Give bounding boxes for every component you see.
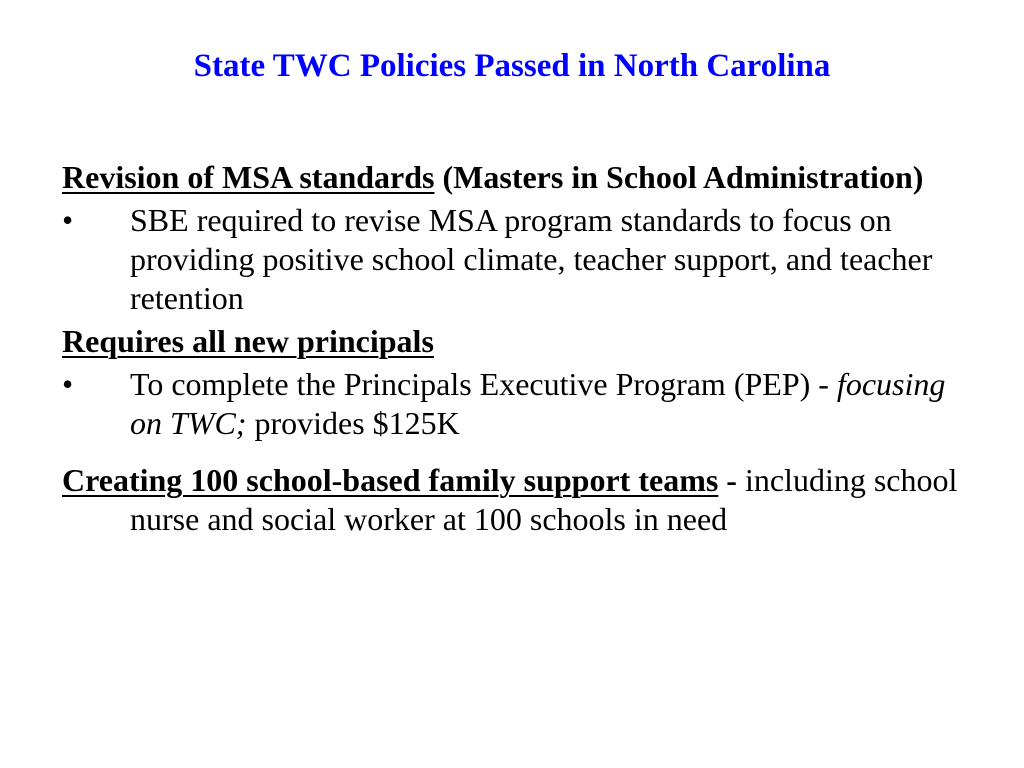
bullet-pep-text-part1: To complete the Principals Executive Program (PEP) - bbox=[130, 366, 837, 402]
bullet-pep-text-italic: focusing on TWC; bbox=[130, 366, 946, 441]
section-new-principals-heading: Requires all new principals bbox=[62, 323, 434, 359]
bullet-pep-text bbox=[130, 365, 962, 443]
section-family-support-continuation: including school nurse and social worker at 100 schools in need bbox=[130, 462, 958, 537]
section-family-support-dash: - bbox=[718, 462, 737, 498]
section-msa-standards bbox=[62, 158, 962, 197]
section-msa-heading: Revision of MSA standards bbox=[62, 159, 435, 195]
section-family-support bbox=[62, 461, 962, 539]
bullet-icon: • bbox=[62, 202, 74, 238]
bullet-icon: • bbox=[62, 366, 74, 402]
slide-body bbox=[62, 158, 962, 539]
section-msa-heading-suffix: (Masters in School Administration) bbox=[434, 159, 924, 195]
section-family-support-heading: Creating 100 school-based family support teams bbox=[62, 462, 719, 498]
bullet-msa-revision-text: SBE required to revise MSA program standards to focus on providing positive school climate, teacher support, and teacher retention bbox=[130, 202, 933, 316]
bullet-pep-text-part2: provides $125K bbox=[246, 405, 460, 441]
slide-title: State TWC Policies Passed in North Carolina bbox=[193, 48, 831, 84]
bullet-pep bbox=[62, 365, 962, 443]
section-new-principals bbox=[62, 322, 962, 361]
bullet-msa-revision bbox=[62, 201, 962, 318]
